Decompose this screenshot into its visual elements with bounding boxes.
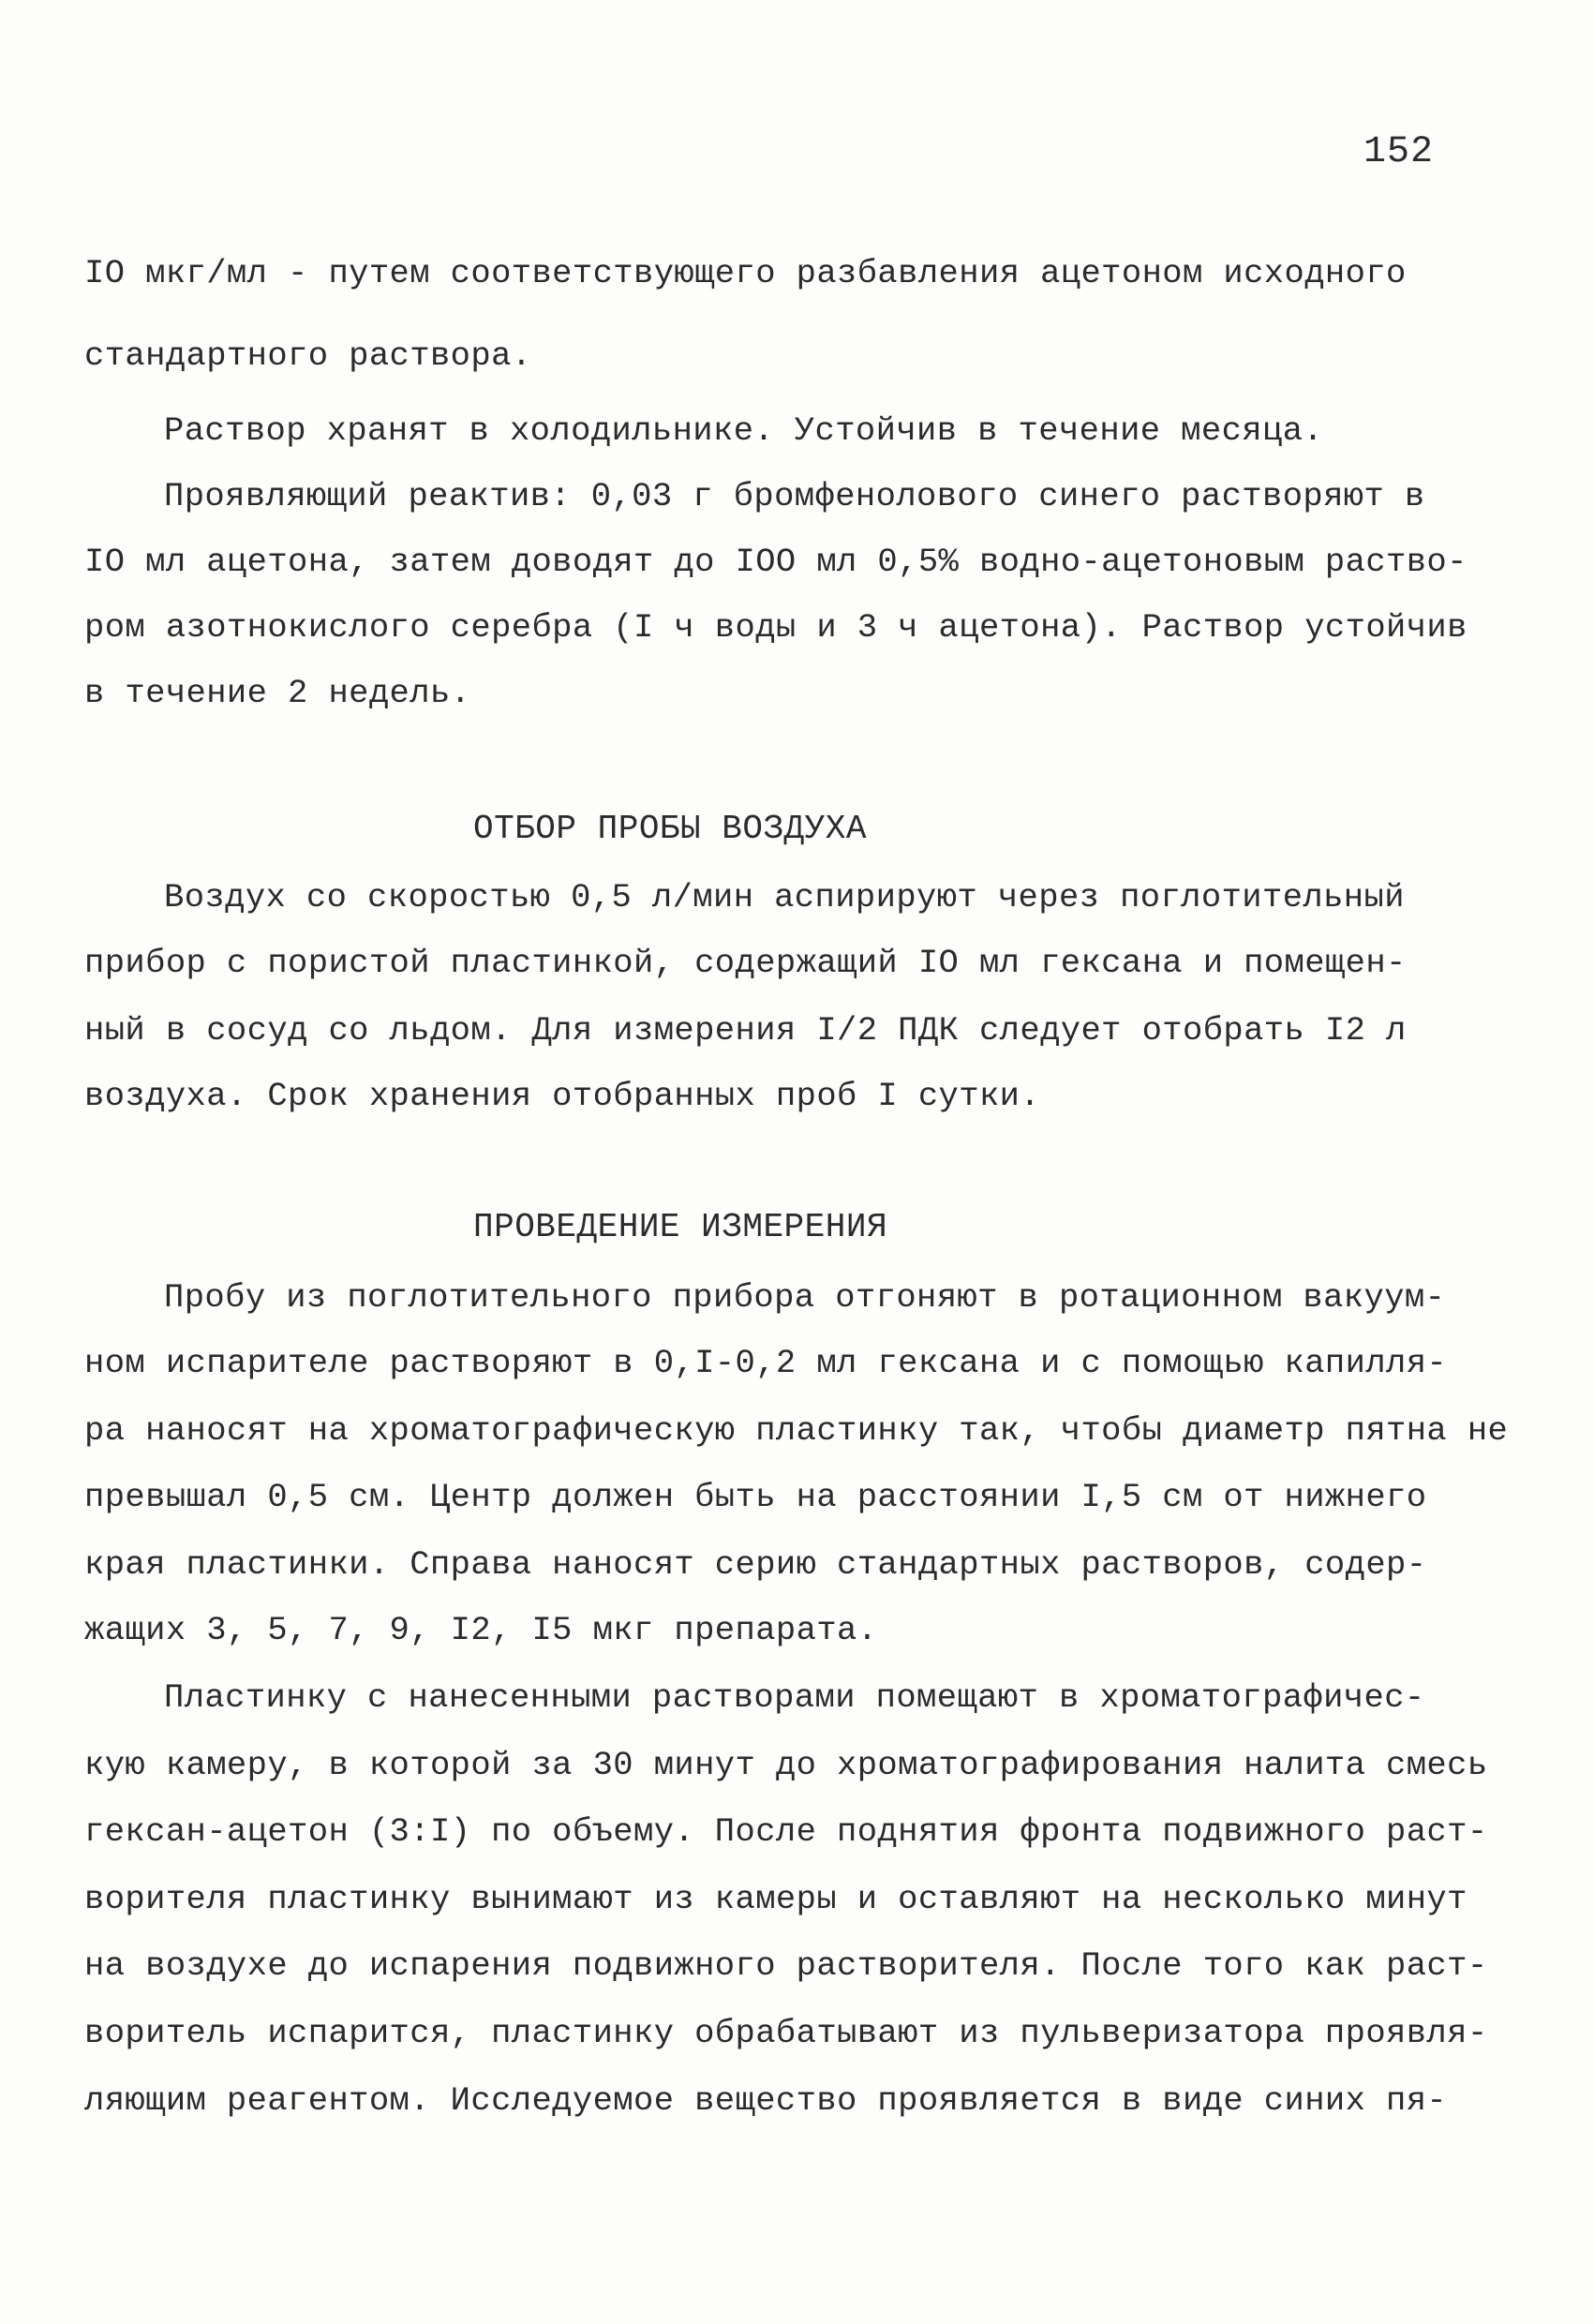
- text-line: в течение 2 недель.: [84, 674, 471, 712]
- text-line: ный в сосуд со льдом. Для измерения I/2 ПДК следует отобрать I2 л: [84, 1011, 1407, 1050]
- text-line: прибор с пористой пластинкой, содержащий IO мл гексана и помещен-: [84, 944, 1407, 982]
- section-heading-sampling: ОТБОР ПРОБЫ ВОЗДУХА: [473, 810, 867, 848]
- text-line: стандартного раствора.: [84, 336, 532, 375]
- text-line: жащих 3, 5, 7, 9, I2, I5 мкг препарата.: [84, 1611, 878, 1649]
- text-line: на воздухе до испарения подвижного растворителя. После того как раст-: [84, 1946, 1488, 1985]
- text-line: ворителя пластинку вынимают из камеры и оставляют на несколько минут: [84, 1880, 1467, 1918]
- text-line: Проявляющий реактив: 0,03 г бромфенолового синего растворяют в: [164, 477, 1425, 515]
- text-line: ра наносят на хроматографическую пластинку так, чтобы диаметр пятна не: [84, 1411, 1509, 1450]
- text-line: IO мл ацетона, затем доводят до IOO мл 0,5% водно-ацетоновым раство-: [84, 543, 1467, 581]
- text-line: воздуха. Срок хранения отобранных проб I сутки.: [84, 1077, 1041, 1115]
- text-line: края пластинки. Справа наносят серию стандартных растворов, содер-: [84, 1545, 1427, 1584]
- text-line: IO мкг/мл - путем соответствующего разбавления ацетоном исходного: [84, 254, 1407, 292]
- text-line: воритель испарится, пластинку обрабатывают из пульверизатора проявля-: [84, 2014, 1488, 2052]
- text-line: ром азотнокислого серебра (I ч воды и 3 ч ацетона). Раствор устойчив: [84, 608, 1467, 647]
- section-heading-measurement: ПРОВЕДЕНИЕ ИЗМЕРЕНИЯ: [473, 1208, 888, 1246]
- page-number: 152: [1363, 131, 1435, 173]
- text-line: гексан-ацетон (3:I) по объему. После поднятия фронта подвижного раст-: [84, 1812, 1488, 1851]
- text-line: Воздух со скоростью 0,5 л/мин аспирируют через поглотительный: [164, 878, 1405, 916]
- text-line: ляющим реагентом. Исследуемое вещество проявляется в виде синих пя-: [84, 2081, 1448, 2120]
- text-line: кую камеру, в которой за 30 минут до хроматографирования налита смесь: [84, 1746, 1488, 1784]
- text-line: Раствор хранят в холодильнике. Устойчив в течение месяца.: [164, 411, 1324, 450]
- text-line: Пластинку с нанесенными растворами помещают в хроматографичес-: [164, 1678, 1425, 1717]
- text-line: Пробу из поглотительного прибора отгоняют в ротационном вакуум-: [164, 1278, 1446, 1317]
- text-line: ном испарителе растворяют в 0,I-0,2 мл гексана и с помощью капилля-: [84, 1344, 1448, 1382]
- text-line: превышал 0,5 см. Центр должен быть на расстоянии I,5 см от нижнего: [84, 1478, 1427, 1516]
